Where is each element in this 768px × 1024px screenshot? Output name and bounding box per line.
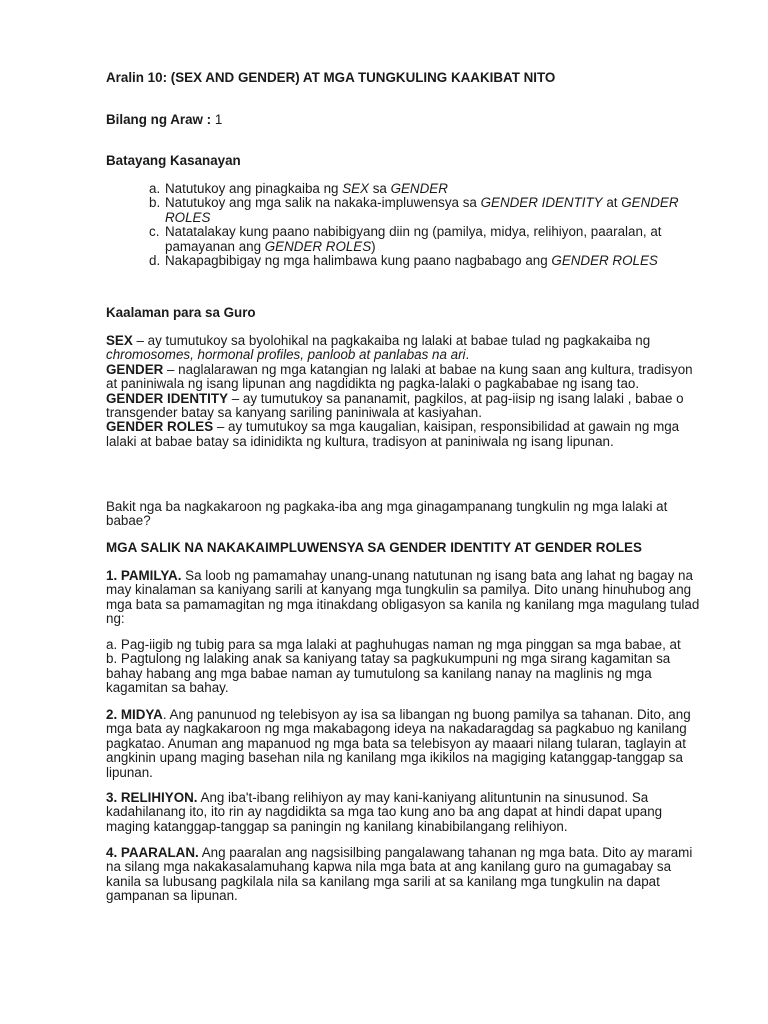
teacher-heading: Kaalaman para sa Guro [106, 305, 256, 320]
guiding-question: Bakit nga ba nagkakaroon ng pagkaka-iba ang mga ginagampanang tungkulin ng mga lalaki at babae? [106, 499, 668, 529]
competency-marker: a. [149, 181, 161, 196]
factor-family [106, 569, 706, 627]
definitions [106, 334, 706, 449]
competency-item-b: b. Natutukoy ang mga salik na nakaka-impluwensya sa GENDER IDENTITY at GENDER ROLES [149, 195, 679, 225]
competency-item-d: d. Nakapagbibigay ng mga halimbawa kung paano nagbabago ang GENDER ROLES [149, 253, 658, 269]
days-value: 1 [214, 112, 223, 127]
religion-paragraph: 3. RELIHIYON. Ang iba't-ibang relihiyon ay may kani-kaniyang alituntunin na sinusunod. Sa kadahilanang ito, ito rin ay nagdidikta sa mga tao kung ano ba ang dapat at hindi dapat upang maging katanggap-tanggap sa paningin ng kanilang kinabibilangang relihiyon. [106, 790, 663, 834]
competency-marker: d. [149, 253, 161, 269]
competency-item-c: c. Natatalakay kung paano nabibigyang diin ng (pamilya, midya, relihiyon, paaralan, at pamayanan ang GENDER ROLES) [149, 224, 662, 254]
factor-school [106, 846, 706, 904]
school-paragraph: 4. PAARALAN. Ang paaralan ang nagsisilbing pangalawang tahanan ng mga bata. Dito ay marami na silang mga nakakasalamuhang kapwa nila mga bata at ang kanilang guro na gumagabay sa kanila sa lubusang pagkilala nila sa kanilang mga sarili at sa kanilang mga tungkulin na dapat gampanan sa lipunan. [106, 845, 693, 904]
family-examples [106, 638, 706, 696]
definition-gender: GENDER – naglalarawan ng mga katangian ng lalaki at babae na kung saan ang kultura, tradisyon at paniniwala ng isang lipunan ang nagdidikta ng pagka-lalaki o pagkababae ng isang tao. [106, 361, 693, 392]
competency-marker: b. [149, 195, 161, 211]
competency-marker: c. [149, 224, 160, 240]
family-paragraph: 1. PAMILYA. Sa loob ng pamamahay unang-unang natutunan ng isang bata ang lahat ng bagay na may kinalaman sa kaniyang sarili at kanyang mga tungkulin sa pamilya. Dito unang hinuhubog ang mga bata sa pamamagitan ng mga itinakdang obligasyon sa kanila ng kanilang mga magulang tulad ng: [106, 568, 700, 627]
lesson-title: Aralin 10: (SEX AND GENDER) AT MGA TUNGKULING KAAKIBAT NITO [106, 70, 556, 85]
factor-media [106, 708, 706, 780]
definition-sex: SEX – ay tumutukoy sa byolohikal na pagkakaiba ng lalaki at babae tulad ng pagkakaiba ng chromosomes, hormonal profiles, panloob at panlabas na ari. [106, 333, 651, 363]
days-label: Bilang ng Araw : [106, 112, 215, 127]
factors-heading: MGA SALIK NA NAKAKAIMPLUWENSYA SA GENDER IDENTITY AT GENDER ROLES [106, 540, 642, 555]
competency-list [149, 182, 709, 268]
family-example-a: a. Pag-iigib ng tubig para sa mga lalaki at paghuhugas naman ng mga pinggan sa mga babae, at [106, 637, 681, 652]
factor-religion [106, 791, 706, 834]
competency-item-a: a. Natutukoy ang pinagkaiba ng SEX sa GENDER [149, 181, 448, 196]
competency-heading: Batayang Kasanayan [106, 153, 241, 168]
definition-gender-identity: GENDER IDENTITY – ay tumutukoy sa pananamit, pagkilos, at pag-iisip ng isang lalaki , babae o transgender batay sa kanyang sariling paniniwala at kasiyahan. [106, 390, 684, 421]
definition-gender-roles: GENDER ROLES – ay tumutukoy sa mga kaugalian, kaisipan, responsibilidad at gawain ng mga lalaki at babae batay sa idinidikta ng kultura, tradisyon at paniniwala ng isang lipunan. [106, 419, 680, 449]
media-paragraph: 2. MIDYA. Ang panunuod ng telebisyon ay isa sa libangan ng buong pamilya sa tahanan. Dito, ang mga bata ay nagkakaroon ng mga makabagong ideya na nakadaragdag sa pagkabuo ng kanilang pagkatao. Anuman ang mapanuod ng mga bata sa telebisyon ay maaari nilang tularan, taglayin at angkinin upang maging basehan nila ng kanilang mga ikikilos na magiging katanggap-tanggap sa lipunan. [106, 707, 691, 780]
days-line [106, 113, 706, 127]
family-example-b: b. Pagtulong ng lalaking anak sa kaniyang tatay sa pagkukumpuni ng mga sirang kagamitan sa bahay habang ang mga babae naman ay tumutulong sa kanilang nanay na maglinis ng mga kagamitan sa bahay. [106, 651, 671, 696]
